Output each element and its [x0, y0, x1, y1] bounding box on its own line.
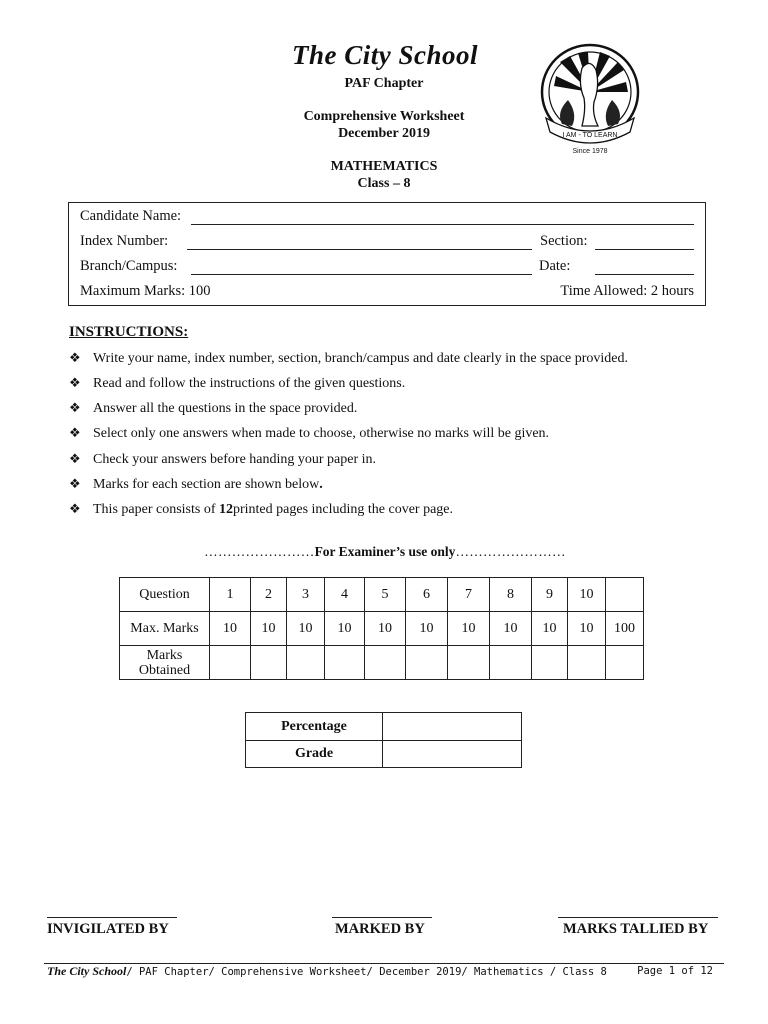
instruction-item: ❖ This paper consists of 12printed pages including the cover page.	[69, 501, 454, 517]
chapter-name: PAF Chapter	[344, 76, 424, 91]
subject-title: MATHEMATICS	[330, 159, 438, 174]
table-cell: 1	[210, 578, 251, 612]
logo-motto: I AM - TO LEARN	[562, 132, 618, 139]
diamond-bullet-icon: ❖	[69, 375, 81, 390]
table-cell: 2	[251, 578, 287, 612]
marks-obtained-cell[interactable]	[251, 646, 287, 680]
grade-cell[interactable]	[383, 741, 522, 768]
table-cell: 10	[448, 612, 490, 646]
marked-by-label: MARKED BY	[335, 921, 425, 937]
marks-obtained-cell[interactable]	[606, 646, 644, 680]
school-crest-icon	[538, 40, 642, 158]
diamond-bullet-icon: ❖	[69, 476, 81, 491]
table-cell: 3	[287, 578, 325, 612]
row-label: Question	[120, 578, 210, 612]
branch-campus-label: Branch/Campus:	[80, 258, 178, 274]
table-cell: 10	[251, 612, 287, 646]
marks-obtained-cell[interactable]	[490, 646, 532, 680]
diamond-bullet-icon: ❖	[69, 451, 81, 466]
diamond-bullet-icon: ❖	[69, 501, 81, 516]
marks-obtained-cell[interactable]	[365, 646, 406, 680]
worksheet-date: December 2019	[338, 126, 430, 141]
table-cell: 10	[325, 612, 365, 646]
marks-obtained-cell[interactable]	[210, 646, 251, 680]
percentage-label: Percentage	[246, 713, 383, 741]
diamond-bullet-icon: ❖	[69, 400, 81, 415]
table-row	[120, 578, 644, 612]
invigilated-signature-line[interactable]	[47, 917, 177, 918]
table-row	[246, 713, 522, 741]
instructions-heading: INSTRUCTIONS:	[69, 324, 189, 340]
diamond-bullet-icon: ❖	[69, 425, 81, 440]
class-label: Class – 8	[357, 176, 411, 191]
time-allowed: Time Allowed: 2 hours	[560, 283, 694, 299]
table-cell: 7	[448, 578, 490, 612]
worksheet-title: Comprehensive Worksheet	[303, 109, 465, 124]
row-label: Marks Obtained	[120, 646, 210, 680]
date-field[interactable]	[595, 260, 694, 275]
table-cell: 10	[568, 612, 606, 646]
row-label: Max. Marks	[120, 612, 210, 646]
marks-obtained-cell[interactable]	[287, 646, 325, 680]
page-number: Page 1 of 12	[637, 965, 713, 977]
instruction-item: ❖ Write your name, index number, section, branch/campus and date clearly in the space provided.	[69, 350, 628, 366]
instruction-item: ❖ Marks for each section are shown below.	[69, 476, 323, 492]
school-title: The City School	[291, 40, 478, 70]
footer-path	[47, 964, 607, 979]
tallied-signature-line[interactable]	[558, 917, 718, 918]
marks-tallied-by-label: MARKS TALLIED BY	[563, 921, 709, 937]
marks-obtained-cell[interactable]	[406, 646, 448, 680]
diamond-bullet-icon: ❖	[69, 350, 81, 365]
section-field[interactable]	[595, 235, 694, 250]
marks-obtained-cell[interactable]	[568, 646, 606, 680]
section-label: Section:	[540, 233, 588, 249]
marks-obtained-cell[interactable]	[325, 646, 365, 680]
invigilated-by-label: INVIGILATED BY	[47, 921, 169, 937]
grade-table	[245, 712, 522, 768]
table-cell: 10	[365, 612, 406, 646]
table-cell: 8	[490, 578, 532, 612]
candidate-name-label: Candidate Name:	[80, 208, 182, 224]
table-cell: 9	[532, 578, 568, 612]
instruction-item: ❖ Read and follow the instructions of the given questions.	[69, 375, 406, 391]
maximum-marks: Maximum Marks: 100	[80, 283, 211, 299]
table-row	[120, 646, 644, 680]
instruction-item: ❖ Select only one answers when made to choose, otherwise no marks will be given.	[69, 425, 550, 441]
table-cell	[606, 578, 644, 612]
table-cell: 4	[325, 578, 365, 612]
table-cell: 10	[568, 578, 606, 612]
table-cell: 100	[606, 612, 644, 646]
footer-path-text: / PAF Chapter/ Comprehensive Worksheet/ December 2019/ Mathematics / Class 8	[126, 966, 607, 978]
instruction-item: ❖ Answer all the questions in the space provided.	[69, 400, 358, 416]
table-cell: 10	[490, 612, 532, 646]
logo-since: Since 1978	[572, 148, 608, 155]
table-row	[246, 741, 522, 768]
grade-label: Grade	[246, 741, 383, 768]
index-number-field[interactable]	[187, 235, 532, 250]
footer-school: The City School	[47, 964, 127, 978]
marks-obtained-cell[interactable]	[532, 646, 568, 680]
table-cell: 10	[210, 612, 251, 646]
branch-campus-field[interactable]	[191, 260, 532, 275]
marks-obtained-cell[interactable]	[448, 646, 490, 680]
table-cell: 10	[406, 612, 448, 646]
table-cell: 10	[532, 612, 568, 646]
percentage-cell[interactable]	[383, 713, 522, 741]
index-number-label: Index Number:	[80, 233, 169, 249]
marks-table	[119, 577, 644, 680]
table-cell: 10	[287, 612, 325, 646]
table-cell: 6	[406, 578, 448, 612]
school-logo	[538, 40, 642, 158]
table-cell: 5	[365, 578, 406, 612]
examiner-use-heading: ……………………For Examiner’s use only……………………	[204, 544, 566, 559]
table-row	[120, 612, 644, 646]
instruction-item: ❖ Check your answers before handing your paper in.	[69, 451, 377, 467]
candidate-details-box	[68, 202, 706, 306]
candidate-name-field[interactable]	[191, 210, 694, 225]
date-label: Date:	[539, 258, 571, 274]
marked-signature-line[interactable]	[332, 917, 432, 918]
